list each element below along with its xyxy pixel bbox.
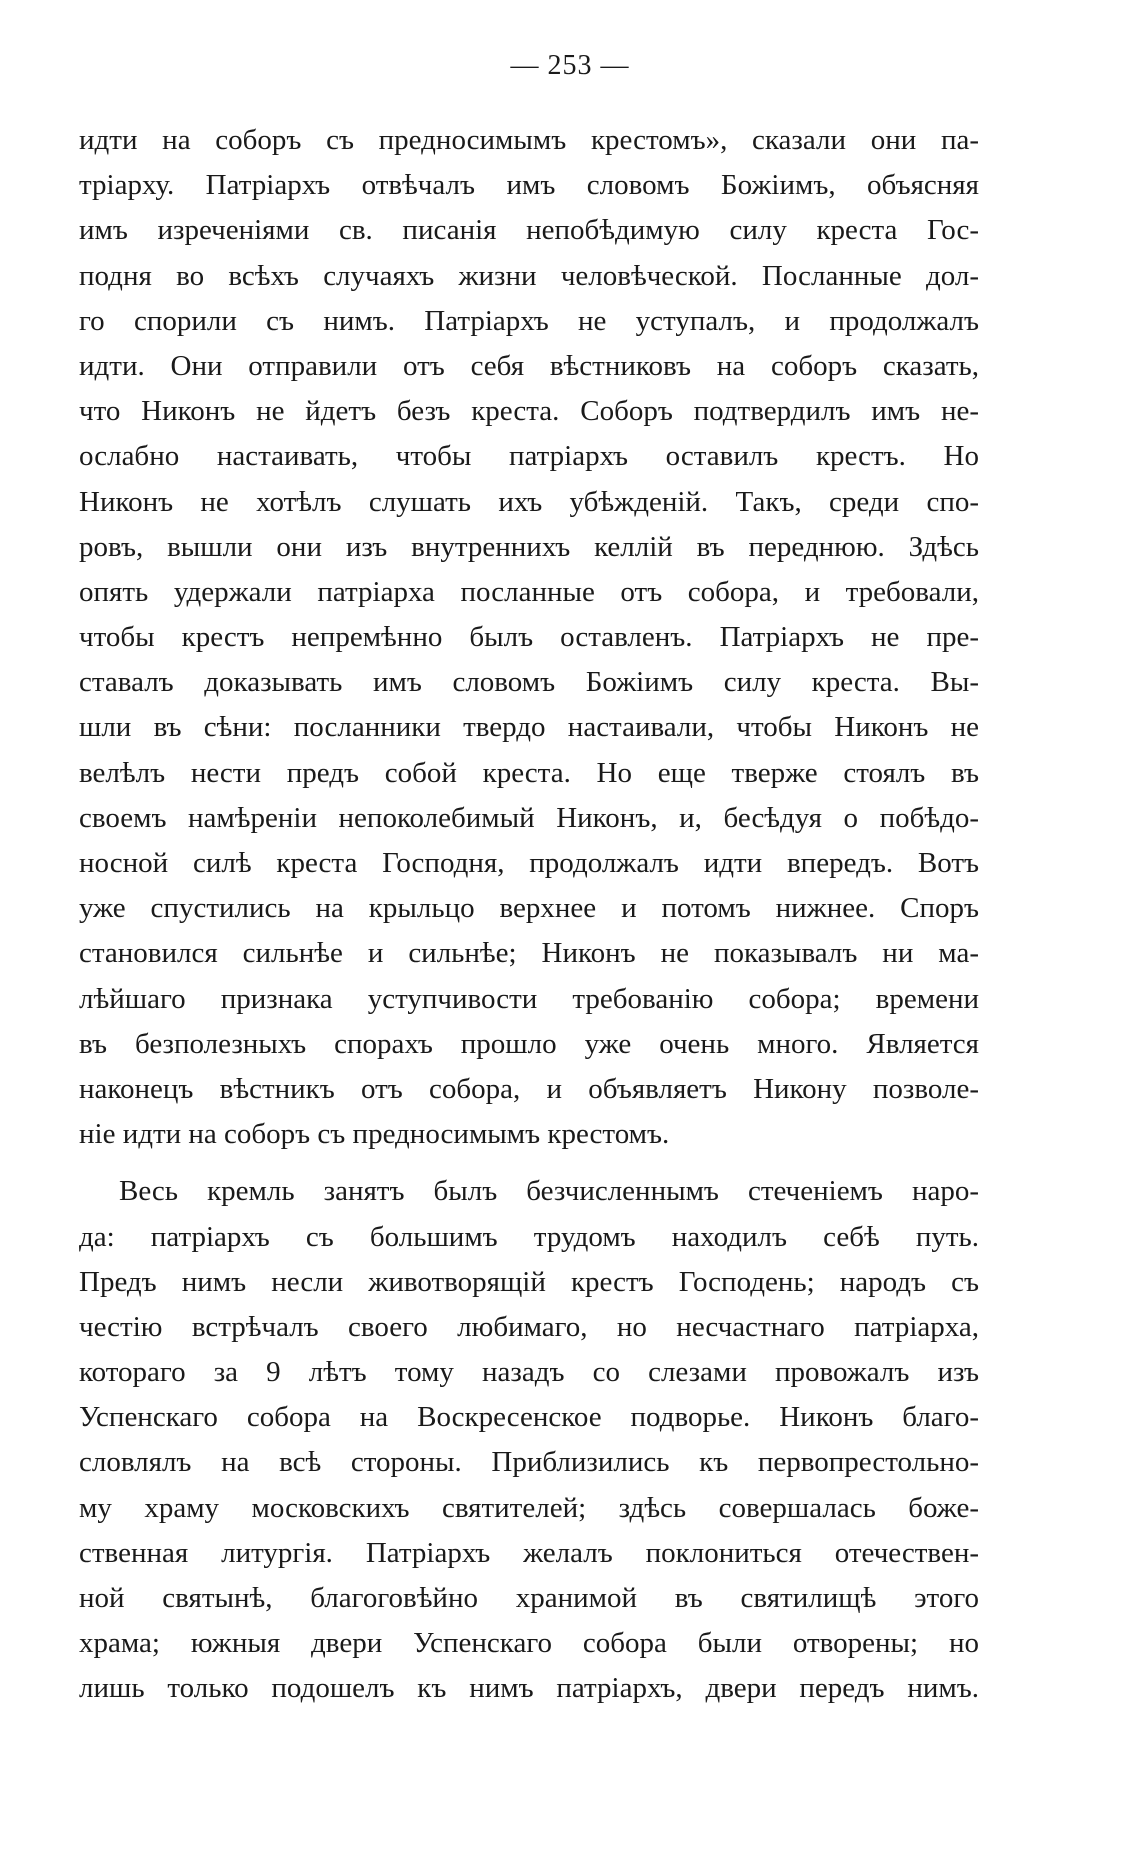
body-text [79, 118, 979, 1712]
text-line: шли въ сѣни: посланники твердо настаивали, чтобы Никонъ не [79, 711, 979, 744]
text-line: словлялъ на всѣ стороны. Приблизились къ первопрестольно- [79, 1446, 979, 1479]
text-line: Никонъ не хотѣлъ слушать ихъ убѣжденій. Такъ, среди спо- [79, 485, 979, 518]
text-line: Предъ нимъ несли животворящій крестъ Господень; народъ съ [79, 1265, 979, 1298]
paragraph-1 [79, 118, 979, 1157]
text-line: ной святынѣ, благоговѣйно хранимой въ святилищѣ этого [79, 1582, 979, 1614]
text-line: уже спустились на крыльцо верхнее и потомъ нижнее. Споръ [79, 892, 979, 925]
text-line: идти. Они отправили отъ себя вѣстниковъ на соборъ сказать, [79, 349, 979, 382]
text-line: носной силѣ креста Господня, продолжалъ идти впередъ. Вотъ [79, 847, 979, 879]
text-line: ставалъ доказывать имъ словомъ Божіимъ силу креста. Вы- [79, 666, 979, 699]
text-line: идти на соборъ съ предносимымъ крестомъ», сказали они па- [79, 124, 979, 156]
text-line: что Никонъ не йдетъ безъ креста. Соборъ подтвердилъ имъ не- [79, 395, 979, 428]
text-line: ослабно настаивать, чтобы патріархъ оставилъ крестъ. Но [79, 440, 979, 473]
text-line: храма; южныя двери Успенскаго собора были отворены; но [79, 1627, 979, 1660]
paragraph-2 [79, 1169, 979, 1711]
text-line: ніе идти на соборъ съ предносимымъ крестомъ. [79, 1118, 670, 1151]
text-line: честію встрѣчалъ своего любимаго, но несчастнаго патріарха, [79, 1310, 979, 1343]
text-line: да: патріархъ съ большимъ трудомъ находилъ себѣ путь. [79, 1220, 979, 1253]
text-line: опять удержали патріарха посланные отъ собора, и требовали, [79, 575, 979, 608]
text-line: му храму московскихъ святителей; здѣсь совершалась боже- [79, 1491, 979, 1524]
paragraph-gap [79, 1157, 979, 1169]
text-line: тріарху. Патріархъ отвѣчалъ имъ словомъ Божіимъ, объясняя [79, 169, 979, 202]
text-line: Успенскаго собора на Воскресенское подворье. Никонъ благо- [79, 1401, 979, 1434]
text-line: становился сильнѣе и сильнѣе; Никонъ не показывалъ ни ма- [79, 937, 979, 970]
text-line: наконецъ вѣстникъ отъ собора, и объявляетъ Никону позволе- [79, 1072, 979, 1105]
text-line: ровъ, вышли они изъ внутреннихъ келлій въ переднюю. Здѣсь [79, 530, 979, 563]
text-line: лишь только подошелъ къ нимъ патріархъ, двери передъ нимъ. [79, 1672, 979, 1705]
text-line: подня во всѣхъ случаяхъ жизни человѣческой. Посланные дол- [79, 259, 979, 292]
text-line: Весь кремль занятъ былъ безчисленнымъ стеченіемъ наро- [119, 1175, 979, 1208]
page-number: — 253 — [510, 50, 630, 81]
text-line: въ безполезныхъ спорахъ прошло уже очень много. Является [79, 1027, 979, 1060]
text-line: чтобы крестъ непремѣнно былъ оставленъ. Патріархъ не пре- [79, 621, 979, 654]
text-line: имъ изреченіями св. писанія непобѣдимую силу креста Гос- [79, 214, 979, 247]
text-line: котораго за 9 лѣтъ тому назадъ со слезами провожалъ изъ [79, 1356, 979, 1389]
text-line: лѣйшаго признака уступчивости требованію собора; времени [79, 982, 979, 1015]
text-line: своемъ намѣреніи непоколебимый Никонъ, и, бесѣдуя о побѣдо- [79, 801, 979, 834]
text-line: го спорили съ нимъ. Патріархъ не уступалъ, и продолжалъ [79, 304, 979, 337]
text-line: велѣлъ нести предъ собой креста. Но еще тверже стоялъ въ [79, 756, 979, 789]
text-line: ственная литургія. Патріархъ желалъ поклониться отечествен- [79, 1536, 979, 1569]
